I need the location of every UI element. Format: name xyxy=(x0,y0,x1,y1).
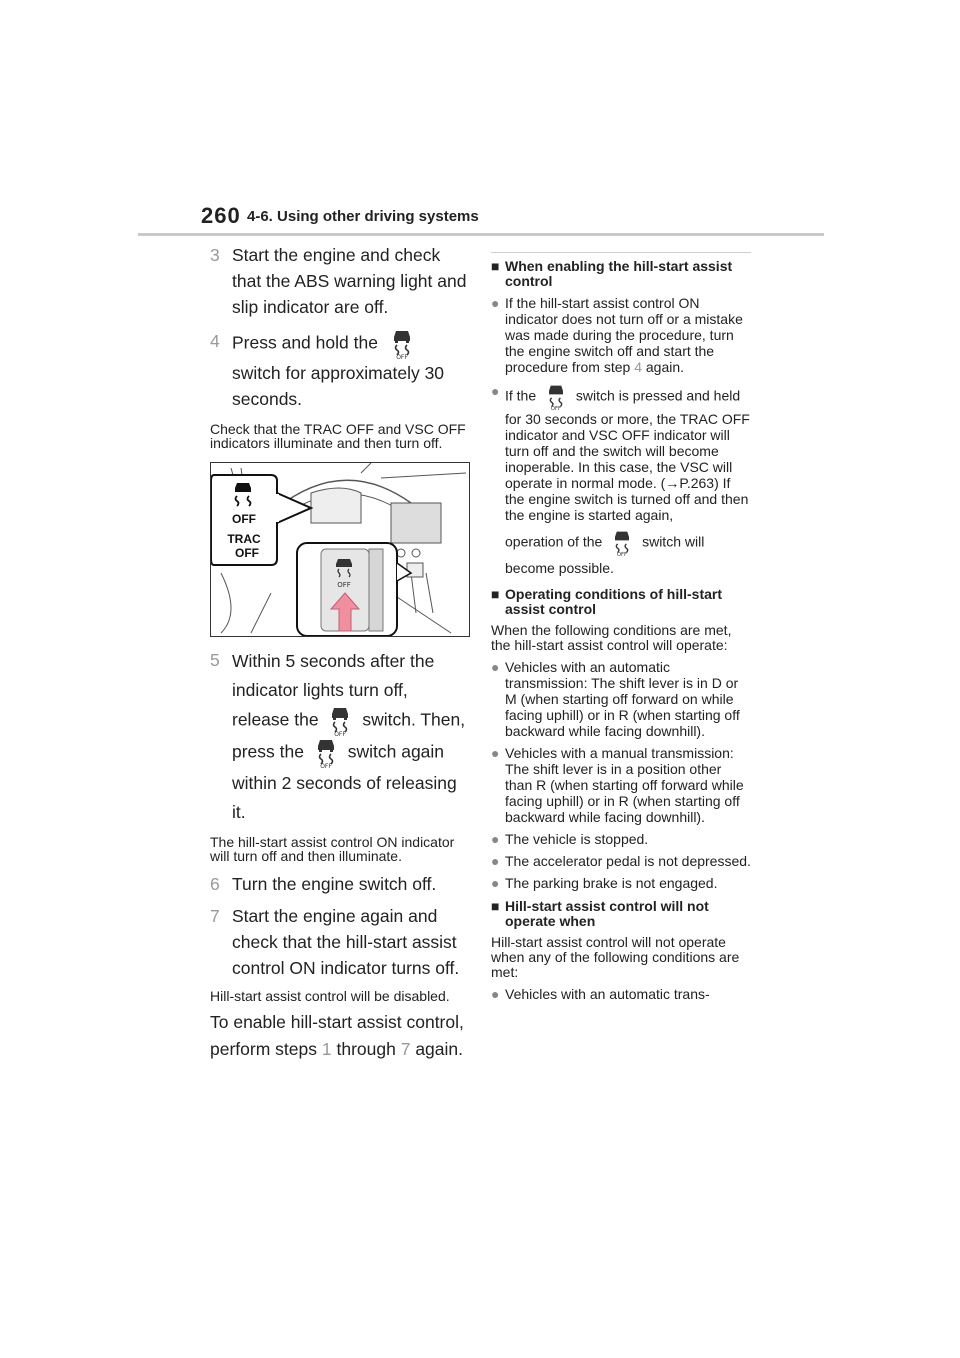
closing-after: again. xyxy=(415,1039,463,1059)
square-bullet-icon: ■ xyxy=(491,258,500,274)
step-4-note: Check that the TRAC OFF and VSC OFF indicators illuminate and then turn off. xyxy=(210,421,466,451)
step-text-press-after: switch again xyxy=(347,741,445,762)
closing-before: To enable hill-start assist control, perform steps xyxy=(210,1012,464,1059)
vsc-off-switch-icon xyxy=(327,705,353,737)
section-heading xyxy=(491,899,751,929)
section-heading-text: Operating conditions of hill-start assist control xyxy=(505,586,722,617)
bullet-dot-icon: ● xyxy=(491,745,500,761)
step-number: 5 xyxy=(210,650,220,670)
step-3 xyxy=(210,242,472,320)
step-text: Turn the engine switch off. xyxy=(232,874,437,894)
bullet-text: If the xyxy=(505,387,537,404)
section-heading-text: Hill-start assist control will not operate when xyxy=(505,898,709,929)
switch-icon-label: OFF xyxy=(320,763,332,769)
dashboard-figure xyxy=(210,462,470,637)
indicator-trac-off-label: OFF xyxy=(235,546,259,560)
step-text xyxy=(232,647,472,827)
vsc-off-switch-icon xyxy=(610,529,634,557)
switch-icon-label: OFF xyxy=(396,354,408,360)
indicator-off-label: OFF xyxy=(232,512,256,526)
step-7-note: Hill-start assist control will be disabled. xyxy=(210,988,450,1004)
step-number: 3 xyxy=(210,245,220,265)
bullet-text: If the hill-start assist control ON indicator does not turn off or a mistake was made during the procedure, turn the engine switch off and start the procedure from step xyxy=(505,295,743,375)
bullet-dot-icon: ● xyxy=(491,875,500,891)
right-top-rule xyxy=(491,252,751,253)
step-text-after: switch for approximately 30 seconds. xyxy=(232,363,445,409)
closing-mid: through xyxy=(336,1039,396,1059)
page-number: 260 xyxy=(201,203,241,228)
arrow-right-icon: → xyxy=(665,475,680,491)
section-heading xyxy=(491,259,751,289)
bullet-text: The parking brake is not engaged. xyxy=(505,875,718,891)
step-text xyxy=(232,328,472,412)
step-text-before: Press and hold the xyxy=(232,332,378,353)
step-text: Start the engine again and check that the hill-start assist control ON indicator turns off. xyxy=(232,906,460,978)
switch-icon-label: OFF xyxy=(617,552,628,557)
bullet-item xyxy=(491,986,751,1002)
closing-step-b: 7 xyxy=(400,1039,411,1059)
switch-icon-label: OFF xyxy=(334,731,347,737)
bullet-text: The vehicle is stopped. xyxy=(505,831,649,847)
header-rule xyxy=(138,233,824,236)
bullet-dot-icon: ● xyxy=(491,831,500,847)
bullet-text: Vehicles with an automatic transmission: The shift lever is in D or M (when starting off forward on while facing uphill) or in R (when starting off backward while facing downhill). xyxy=(505,659,740,739)
step-5 xyxy=(210,647,472,827)
bullet-dot-icon: ● xyxy=(491,295,500,311)
vsc-off-switch-icon xyxy=(313,737,339,769)
step-text-press-before: press the xyxy=(232,741,304,762)
bullet-dot-icon: ● xyxy=(491,659,500,675)
bullet-text-mid: switch is pressed and held for 30 seconds or more, the TRAC OFF indicator and VSC OFF indicator will turn off and the switch will become inoperable. In this case, the VSC will operate in normal mode. ( xyxy=(505,387,750,491)
step-text-end: within 2 seconds of releasing it. xyxy=(232,773,457,822)
section-heading-text: When enabling the hill-start assist control xyxy=(505,258,733,289)
bullet-text: Vehicles with an automatic trans- xyxy=(505,986,710,1002)
bullet-text-op-after: switch will xyxy=(642,533,705,550)
right-column xyxy=(491,252,751,1002)
bullet-item xyxy=(491,745,751,825)
bullet-text-after: again. xyxy=(645,359,685,375)
bullet-text-op-before: operation of the xyxy=(505,533,603,550)
step-7 xyxy=(210,903,472,981)
section-title: 4-6. Using other driving systems xyxy=(247,208,479,225)
bullet-dot-icon: ● xyxy=(491,853,500,869)
bullet-item xyxy=(491,383,751,579)
left-column xyxy=(210,240,472,1063)
switch-label: OFF xyxy=(337,581,351,589)
section-heading xyxy=(491,587,751,617)
step-text-line1: Within 5 seconds after the indicator lights turn off, xyxy=(232,651,435,700)
bullet-item xyxy=(491,659,751,739)
step-text-release-before: release the xyxy=(232,709,319,730)
closing-step-a: 1 xyxy=(321,1039,332,1059)
step-text: Start the engine and check that the ABS warning light and slip indicator are off. xyxy=(232,245,467,317)
step-4 xyxy=(210,328,472,412)
vsc-off-switch-icon xyxy=(544,383,568,411)
step-text-release-after: switch. Then, xyxy=(362,709,466,730)
page-reference-link[interactable]: P.263) If the engine switch is turned off and then the engine is started again, xyxy=(505,475,749,523)
bullet-item xyxy=(491,875,751,891)
bullet-continuation xyxy=(505,529,751,579)
section-intro: When the following conditions are met, the hill-start assist control will operate: xyxy=(491,622,732,653)
bullet-text-end: become possible. xyxy=(505,560,614,576)
step-number: 7 xyxy=(210,906,220,926)
indicator-trac-label: TRAC xyxy=(227,532,261,546)
bullet-dot-icon: ● xyxy=(491,383,500,399)
square-bullet-icon: ■ xyxy=(491,586,500,602)
step-number: 6 xyxy=(210,874,220,894)
switch-icon-label: OFF xyxy=(550,406,562,411)
step-6 xyxy=(210,871,472,897)
bullet-text: The accelerator pedal is not depressed. xyxy=(505,853,751,869)
vsc-off-switch-icon xyxy=(389,328,415,360)
square-bullet-icon: ■ xyxy=(491,898,500,914)
closing-paragraph xyxy=(210,1009,472,1063)
bullet-item xyxy=(491,295,751,375)
bullet-step-ref: 4 xyxy=(634,359,642,375)
step-5-note: The hill-start assist control ON indicator will turn off and then illuminate. xyxy=(210,834,455,864)
bullet-text: Vehicles with a manual transmission: The shift lever is in a position other than R (when starting off forward while facing uphill) or in R (when starting off backward while facing downhill). xyxy=(505,745,744,825)
bullet-item xyxy=(491,853,751,869)
step-number: 4 xyxy=(210,331,220,351)
bullet-dot-icon: ● xyxy=(491,986,500,1002)
bullet-item xyxy=(491,831,751,847)
section-intro: Hill-start assist control will not operate when any of the following conditions are met: xyxy=(491,934,740,980)
